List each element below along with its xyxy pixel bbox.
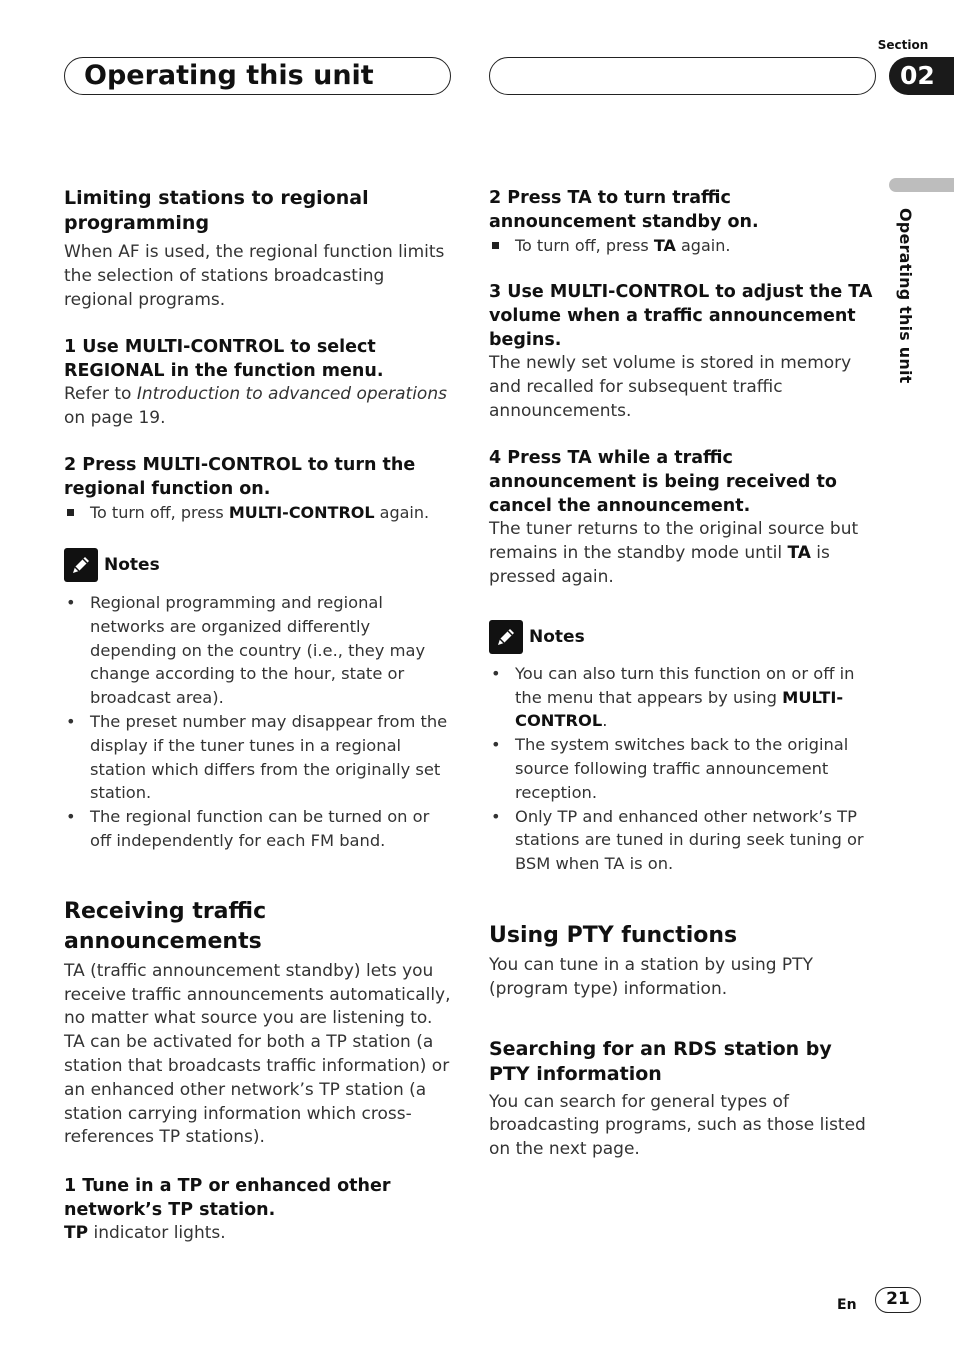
search-body: You can search for general types of broadcasting programs, such as those listed on the next page.: [489, 1091, 866, 1160]
note-item: • The preset number may disappear from the display if the tuner tunes in a regional station which differs from the originally set station.: [64, 710, 454, 805]
pencil-note-icon: [489, 620, 523, 654]
notes-list: [489, 662, 879, 876]
note-item: • Only TP and enhanced other network’s TP stations are tuned in during seek tuning or BSM when TA is on.: [489, 805, 879, 876]
notes-label: Notes: [529, 626, 585, 647]
right-header-frame: [489, 57, 876, 95]
note-item: • The system switches back to the original source following traffic announcement reception.: [489, 733, 879, 804]
step-1-title: 1 Use MULTI-CONTROL to select REGIONAL in the function menu.: [64, 337, 384, 382]
pencil-note-icon: [64, 548, 98, 582]
page-number: 21: [875, 1287, 921, 1313]
side-tab-label: Operating this unit: [896, 208, 915, 384]
step-2-title: 2 Press MULTI-CONTROL to turn the regional function on.: [64, 454, 416, 499]
notes-header: [64, 548, 454, 582]
ta-step-2-title: 2 Press TA to turn traffic announcement standby on.: [489, 188, 759, 232]
notes-list: [64, 591, 454, 853]
notes-header: [489, 620, 879, 654]
note-item: • Regional programming and regional networks are organized differently depending on the country (i.e., they may change according to the hour, state or broadcast area).: [64, 591, 454, 710]
tune-step-body: TP indicator lights.: [64, 1223, 226, 1244]
ta-step-3-body: The newly set volume is stored in memory and recalled for subsequent traffic announcements.: [489, 353, 852, 421]
ta-step-4-body: The tuner returns to the original source but remains in the standby mode until TA is pressed again.: [489, 519, 859, 587]
limiting-heading: Limiting stations to regional programming: [64, 187, 369, 234]
reference-title: Introduction to advanced operations: [136, 384, 447, 405]
step-1-reference: Refer to Introduction to advanced operations on page 19.: [64, 384, 447, 429]
left-column: [64, 186, 454, 1246]
tune-step-title: 1 Tune in a TP or enhanced other network’s TP station.: [64, 1176, 391, 1221]
limiting-body: When AF is used, the regional function limits the selection of stations broadcasting regional programs.: [64, 242, 445, 310]
right-column: [489, 186, 879, 1162]
receiving-body: TA (traffic announcement standby) lets you receive traffic announcements automatically, no matter what source you are listening to. TA can be activated for both a TP station (a station that broadcasts traffic information) or an enhanced other network’s TP station (a station carrying information which cross-references TP stations).: [64, 960, 451, 1148]
ta-step-4-title: 4 Press TA while a traffic announcement is being received to cancel the announcement.: [489, 448, 837, 517]
notes-label: Notes: [104, 554, 160, 575]
page-title: Operating this unit: [84, 60, 374, 91]
ta-step-2-bullet: To turn off, press TA again.: [489, 234, 879, 257]
note-item: • You can also turn this function on or off in the menu that appears by using MULTI-CONTROL.: [489, 662, 879, 733]
step-2-bullet: To turn off, press MULTI-CONTROL again.: [64, 501, 454, 524]
page-language: En: [837, 1297, 857, 1313]
pty-body: You can tune in a station by using PTY (program type) information.: [489, 954, 813, 999]
section-label: Section: [877, 38, 929, 52]
receiving-heading: Receiving traffic announcements: [64, 898, 267, 954]
side-tab-marker: [889, 178, 954, 192]
pty-heading: Using PTY functions: [489, 922, 738, 948]
section-number-badge: 02: [889, 57, 954, 95]
note-item: • The regional function can be turned on or off independently for each FM band.: [64, 805, 454, 853]
ta-step-3-title: 3 Use MULTI-CONTROL to adjust the TA volume when a traffic announcement begins.: [489, 282, 873, 350]
search-heading: Searching for an RDS station by PTY information: [489, 1037, 832, 1085]
